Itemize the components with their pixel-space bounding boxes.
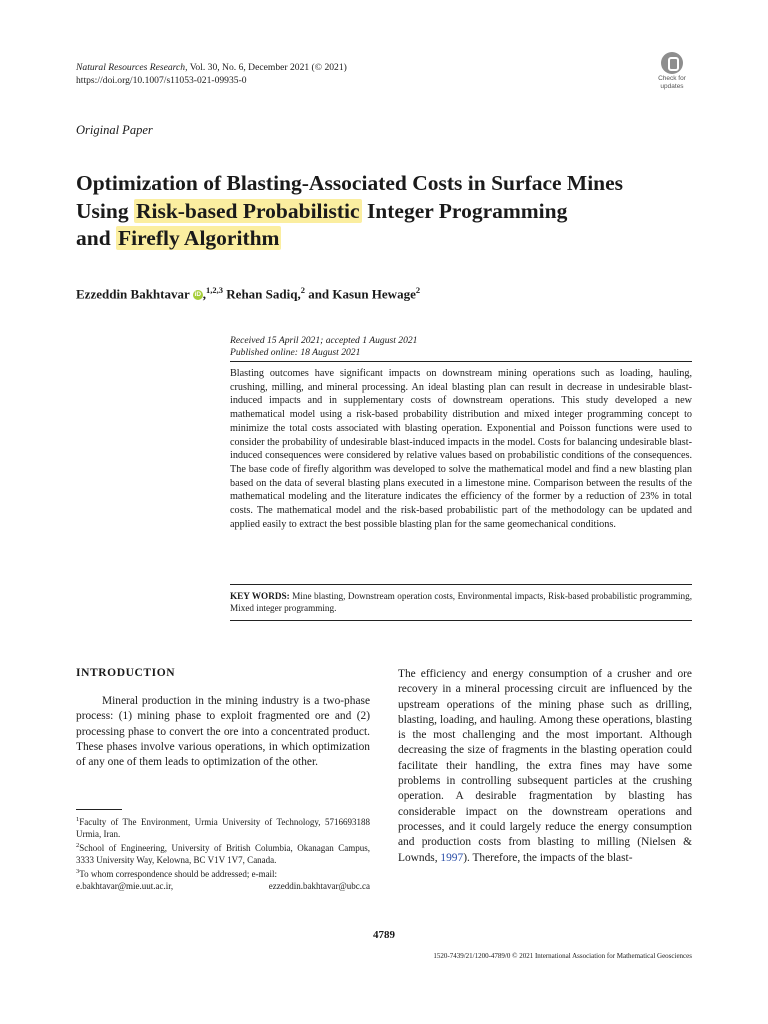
title-text: and	[76, 226, 111, 250]
author-name[interactable]: Rehan Sadiq,	[226, 286, 301, 302]
title-text: Integer Programming	[366, 198, 568, 223]
author-name[interactable]: and Kasun Hewage	[308, 286, 416, 302]
footnote-mark: 2	[76, 842, 80, 850]
email-link[interactable]: e.bakhtavar@mie.uut.ac.ir,	[76, 880, 174, 891]
footnote-emails	[76, 881, 370, 893]
abstract-bottom-divider	[230, 584, 692, 585]
affiliation-marks: 2	[415, 285, 421, 295]
footnote-mark: 1	[76, 816, 80, 823]
keywords	[230, 590, 692, 615]
keywords-text: Mine blasting, Downstream operation costs, Environmental impacts, Risk-based probabilistic programming, Mixed integer programming.	[230, 591, 692, 614]
title-highlight: Firefly Algorithm	[118, 226, 280, 250]
footnote-2	[76, 840, 370, 866]
footnote-1	[76, 814, 370, 840]
article-dates	[230, 335, 417, 359]
page-number: 4789	[373, 929, 395, 941]
badge-label-line2: updates	[660, 82, 684, 90]
footnote-text: To whom correspondence should be addressed; e-mail:	[79, 869, 278, 880]
footnote-3	[76, 866, 370, 881]
intro-paragraph-left: Mineral production in the mining industry is a two-phase process: (1) mining phase to exploit fragmented ore and (2) processing phase to convert the ore into a concentrated product. These phases involve various operations, in which optimization of any one of them leads to optimization of the other.	[76, 695, 370, 769]
paragraph-text: The efficiency and energy consumption of a crusher and ore recovery in a mineral processing circuit are influenced by the upstream operations of the mining phase such as drilling, blasting, loading, and hauling. Among these operations, blasting is the most challenging and the most important. Although decreasing the size of fragments in the blasting operation could facilitate their handling, the extra fines may have some problems in controlling subsequent particles at the crushing operation. A desirable fragmentation by blasting has considerable impact on the downstream operations and processes, and it could largely reduce the energy consumption and production costs from blasting to milling (Nielsen & Lownds,	[398, 668, 692, 864]
affiliation-marks: 1,2,3	[206, 285, 224, 295]
journal-name: Natural Resources Research	[76, 62, 186, 73]
check-for-updates-badge[interactable]	[654, 52, 690, 90]
doi-link[interactable]: https://doi.org/10.1007/s11053-021-09935-0	[76, 74, 247, 86]
abstract: Blasting outcomes have significant impacts on downstream mining operations such as loading, hauling, crushing, milling, and mineral processing. An ideal blasting plan can result in decrease in undesirable blast-induced impacts and in supplementary costs of downstream operations. This study developed a new mathematical model using a risk-based probability distribution and mixed integer programming concept to minimize the total costs associated with blasting operation. Exponential and Poisson functions were used to consider the probability of undesirable blast-induced impacts in the model. Costs for balancing undesirable blast-induced consequences were considered by relative values based on probabilistic conditions of the consequences. The base code of firefly algorithm was developed to solve the mathematical model and find a new blasting plan based on the data of several blasting plans executed in a limestone mine. Comparison between the results of the mathematical modeling and the literature indicates the efficiency of the former by a reduction of 23% in total costs. The mathematical model and the risk-based probabilistic part of the methodology can be updated and applied easily to extract the best possible blasting plan for the same geomechanical conditions.	[230, 368, 692, 530]
published-date: Published online: 18 August 2021	[230, 347, 361, 358]
paragraph-text: ). Therefore, the impacts of the blast-	[463, 851, 633, 864]
author-list: Ezzeddin Bakhtavar iD ,$^{1,2,3}$ Rehan Sadiq,$^2$ and Kasun Hewage$^2$	[76, 285, 421, 302]
section-heading: INTRODUCTION	[76, 667, 176, 679]
title-line-3	[76, 225, 726, 253]
footnotes	[76, 814, 370, 893]
citation-link[interactable]: 1997	[440, 851, 464, 864]
keywords-divider	[230, 620, 692, 621]
author-name[interactable]: Ezzeddin Bakhtavar	[76, 286, 190, 302]
footnote-mark: 3	[76, 868, 80, 876]
title-line-2	[76, 198, 726, 226]
orcid-icon[interactable]: iD	[194, 291, 202, 299]
email-link[interactable]: ezzeddin.bakhtavar@ubc.ca	[268, 880, 370, 891]
copyright-line: 1520-7439/21/1200-4789/0 © 2021 International Association for Mathematical Geosciences	[433, 952, 692, 960]
received-date: Received 15 April 2021; accepted 1 August 2021	[230, 335, 418, 346]
title-line-1: Optimization of Blasting-Associated Costs in Surface Mines	[76, 171, 624, 195]
footnote-text: Faculty of The Environment, Urmia University of Technology, 5716693188 Urmia, Iran.	[76, 817, 370, 839]
abstract-top-divider	[230, 361, 692, 362]
keywords-label: KEY WORDS:	[230, 591, 290, 601]
footnote-text: School of Engineering, University of British Columbia, Okanagan Campus, 3333 University Way, Kelowna, BC V1V 1V7, Canada.	[76, 843, 370, 865]
title-text: Using	[76, 198, 129, 223]
badge-label-line1: Check for	[658, 75, 686, 82]
affiliation-marks: 2	[300, 285, 305, 295]
title-highlight: Risk-based Probabilistic	[135, 198, 360, 223]
footnote-divider	[76, 809, 122, 810]
paper-title	[76, 170, 726, 253]
journal-citation	[76, 62, 347, 87]
check-for-updates-icon	[661, 52, 683, 74]
journal-volume: , Vol. 30, No. 6, December 2021 (© 2021)	[185, 62, 347, 73]
intro-paragraph-right	[398, 667, 692, 866]
paper-type: Original Paper	[76, 123, 153, 137]
